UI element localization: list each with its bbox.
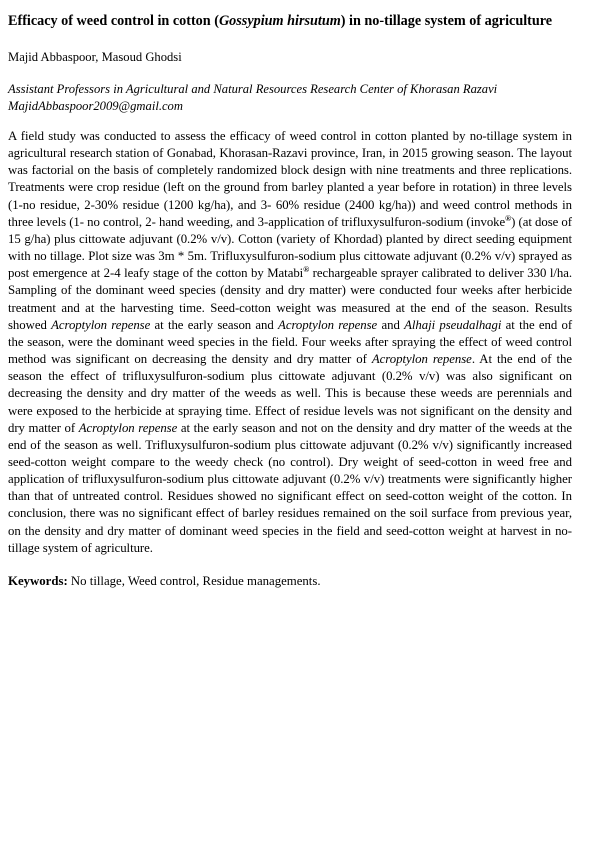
abstract-text: rechargeable sprayer calibrated to deliver 330 l/ha. Sampling of the dominant weed species (density and dry matter) were conducted four weeks after herbicide treatment and at the harvesting time. Seed-cotton weight was measured at the end of the season. Results showed: [8, 266, 572, 332]
species-name: Acroptylon repense: [51, 317, 151, 332]
title-text-end: ) in no-tillage system of agriculture: [340, 13, 553, 29]
abstract-text: A field study was conducted to assess the efficacy of weed control in cotton planted by no-tillage system in agricultural research station of Gonabad, Khorasan-Razavi province, Iran, in 2015 growing season. The layout was factorial on the basis of completely randomized block design with nine treatments and three replications. Treatments were crop residue (left on the ground from barley planted a year before in rotation) in three levels (1-no residue, 2-30% residue (1200 kg/ha), and 3- 60% residue (2400 kg/ha)) and weed control methods in three levels (1- no control, 2- hand weeding, and 3-application of trifluxysulfuron-sodium (invoke: [8, 129, 572, 229]
paper-page: [8, 12, 572, 590]
title-species-name: Gossypium hirsutum: [218, 13, 341, 29]
abstract-text: and: [377, 317, 405, 332]
author-list: Majid Abbaspoor, Masoud Ghodsi: [8, 50, 182, 64]
affiliation-block: [8, 81, 572, 115]
species-name: Alhaji pseudalhagi: [404, 317, 502, 332]
keywords-list: No tillage, Weed control, Residue managements.: [67, 573, 321, 588]
paper-title: [8, 12, 572, 31]
keywords-label: Keywords:: [8, 573, 68, 588]
abstract-body: [8, 128, 572, 557]
species-name: Acroptylon repense: [371, 352, 472, 367]
keywords-line: [8, 573, 572, 590]
registered-mark: ®: [505, 213, 512, 223]
abstract-text: at the early season and not on the density and dry matter of the weeds at the end of the season as well. Trifluxysulfuron-sodium plus cittowate adjuvant (0.2% v/v) significantly increased seed-cotton weight compare to the weedy check (no control). Dry weight of seed-cotton in weed free and application of trifluxysulfuron-sodium plus cittowate adjuvant (0.2% v/v) treatments were significantly higher than that of untreated control. Residues showed no significant effect on seed-cotton weight of the cotton. In conclusion, there was no significant effect of barley residues remained on the soil surface from previous year, on the density and dry matter of dominant weed species in the field and seed-cotton weight at harvest in no-tillage system of agriculture.: [8, 420, 573, 555]
abstract-text: at the end of the season, were the dominant weed species in the field. Four weeks after spraying the effect of weed control method was significant on decreasing the density and dry matter of: [8, 317, 573, 367]
affiliation-text: Assistant Professors in Agricultural and Natural Resources Research Center of Khorasan Razavi: [8, 82, 498, 96]
abstract-text: at the early season and: [150, 317, 279, 332]
species-name: Acroptylon repense: [78, 420, 178, 435]
registered-mark: ®: [303, 265, 310, 275]
abstract-text: . At the end of the season the effect of trifluxysulfuron-sodium plus cittowate adjuvant (0.2% v/v) was also significant on decreasing the density and dry matter of the weeds as well. This is because these weeds are perennials and were exposed to the herbicide at spraying time. Effect of residue levels was not significant on the density and dry matter of: [8, 352, 572, 435]
abstract-text: ) (at dose of 15 g/ha) plus cittowate adjuvant (0.2% v/v). Cotton (variety of Khordad) planted by direct seeding equipment with no tillage. Plot size was 3m * 5m. Trifluxysulfuron-sodium plus cittowate adjuvant (0.2% v/v) sprayed as post emergence at 2-4 leafy stage of the cotton by Matabi: [8, 214, 572, 281]
contact-email: MajidAbbaspoor2009@gmail.com: [8, 99, 183, 113]
species-name: Acroptylon repense: [278, 317, 378, 332]
title-text-start: Efficacy of weed control in cotton (: [8, 13, 219, 29]
